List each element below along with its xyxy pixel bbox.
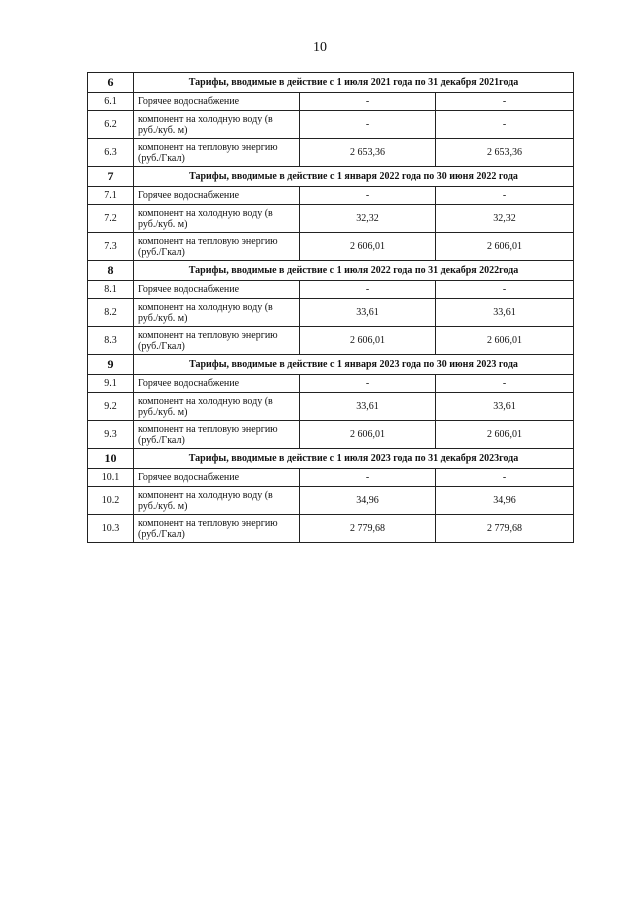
row-number: 8.1: [88, 281, 134, 299]
table-row: [88, 375, 574, 393]
section-title: Тарифы, вводимые в действие с 1 июля 2021 года по 31 декабря 2021года: [134, 73, 574, 93]
section-header-row: [88, 449, 574, 469]
section-number: 8: [88, 261, 134, 281]
row-number: 7.2: [88, 205, 134, 233]
section-number: 10: [88, 449, 134, 469]
row-value-1: -: [300, 187, 436, 205]
table-row: [88, 205, 574, 233]
row-number: 9.3: [88, 421, 134, 449]
table-row: [88, 487, 574, 515]
table-row: [88, 281, 574, 299]
row-number: 8.3: [88, 327, 134, 355]
row-value-1: 33,61: [300, 299, 436, 327]
row-name: компонент на холодную воду (в руб./куб. м): [134, 487, 300, 515]
section-header-row: [88, 167, 574, 187]
row-name: компонент на тепловую энергию (руб./Гкал): [134, 421, 300, 449]
row-number: 9.1: [88, 375, 134, 393]
table-row: [88, 469, 574, 487]
row-value-2: 33,61: [436, 393, 574, 421]
section-title: Тарифы, вводимые в действие с 1 июля 2023 года по 31 декабря 2023года: [134, 449, 574, 469]
row-value-2: -: [436, 187, 574, 205]
table-row: [88, 187, 574, 205]
row-value-1: 2 779,68: [300, 515, 436, 543]
row-value-1: 2 606,01: [300, 421, 436, 449]
section-header-row: [88, 355, 574, 375]
row-number: 7.3: [88, 233, 134, 261]
row-name: Горячее водоснабжение: [134, 375, 300, 393]
row-value-1: -: [300, 469, 436, 487]
section-title: Тарифы, вводимые в действие с 1 июля 2022 года по 31 декабря 2022года: [134, 261, 574, 281]
table-row: [88, 111, 574, 139]
row-name: компонент на холодную воду (в руб./куб. м): [134, 205, 300, 233]
row-value-2: 2 779,68: [436, 515, 574, 543]
tariff-table: [87, 72, 574, 543]
row-value-1: 34,96: [300, 487, 436, 515]
row-value-1: 2 653,36: [300, 139, 436, 167]
table-row: [88, 327, 574, 355]
table-row: [88, 233, 574, 261]
row-name: Горячее водоснабжение: [134, 187, 300, 205]
row-value-1: -: [300, 111, 436, 139]
row-value-1: -: [300, 281, 436, 299]
row-number: 8.2: [88, 299, 134, 327]
row-value-1: 2 606,01: [300, 233, 436, 261]
row-name: компонент на тепловую энергию (руб./Гкал): [134, 139, 300, 167]
table-row: [88, 421, 574, 449]
row-value-2: -: [436, 93, 574, 111]
row-value-2: -: [436, 111, 574, 139]
section-title: Тарифы, вводимые в действие с 1 января 2022 года по 30 июня 2022 года: [134, 167, 574, 187]
section-header-row: [88, 261, 574, 281]
row-name: Горячее водоснабжение: [134, 469, 300, 487]
section-title: Тарифы, вводимые в действие с 1 января 2023 года по 30 июня 2023 года: [134, 355, 574, 375]
row-name: компонент на тепловую энергию (руб./Гкал): [134, 327, 300, 355]
row-value-1: 33,61: [300, 393, 436, 421]
row-name: Горячее водоснабжение: [134, 93, 300, 111]
row-value-2: 32,32: [436, 205, 574, 233]
row-value-2: 33,61: [436, 299, 574, 327]
row-name: компонент на холодную воду (в руб./куб. м): [134, 393, 300, 421]
table-row: [88, 515, 574, 543]
row-value-2: -: [436, 281, 574, 299]
row-number: 9.2: [88, 393, 134, 421]
row-value-2: -: [436, 469, 574, 487]
row-value-2: 34,96: [436, 487, 574, 515]
row-value-2: 2 606,01: [436, 327, 574, 355]
row-number: 10.1: [88, 469, 134, 487]
row-name: компонент на холодную воду (в руб./куб. м): [134, 299, 300, 327]
row-number: 10.2: [88, 487, 134, 515]
row-value-2: 2 606,01: [436, 421, 574, 449]
row-value-1: 2 606,01: [300, 327, 436, 355]
section-number: 6: [88, 73, 134, 93]
row-name: компонент на тепловую энергию (руб./Гкал): [134, 233, 300, 261]
row-number: 6.2: [88, 111, 134, 139]
row-name: компонент на тепловую энергию (руб./Гкал): [134, 515, 300, 543]
row-value-1: -: [300, 375, 436, 393]
row-name: компонент на холодную воду (в руб./куб. м): [134, 111, 300, 139]
table-row: [88, 299, 574, 327]
row-value-2: 2 653,36: [436, 139, 574, 167]
row-name: Горячее водоснабжение: [134, 281, 300, 299]
page-number: 10: [313, 40, 327, 55]
section-number: 9: [88, 355, 134, 375]
row-value-2: 2 606,01: [436, 233, 574, 261]
row-number: 7.1: [88, 187, 134, 205]
row-value-1: -: [300, 93, 436, 111]
table-row: [88, 393, 574, 421]
table-row: [88, 139, 574, 167]
row-number: 10.3: [88, 515, 134, 543]
section-header-row: [88, 73, 574, 93]
row-value-2: -: [436, 375, 574, 393]
row-number: 6.1: [88, 93, 134, 111]
row-value-1: 32,32: [300, 205, 436, 233]
section-number: 7: [88, 167, 134, 187]
table-row: [88, 93, 574, 111]
tariff-table-body: [88, 73, 574, 543]
row-number: 6.3: [88, 139, 134, 167]
